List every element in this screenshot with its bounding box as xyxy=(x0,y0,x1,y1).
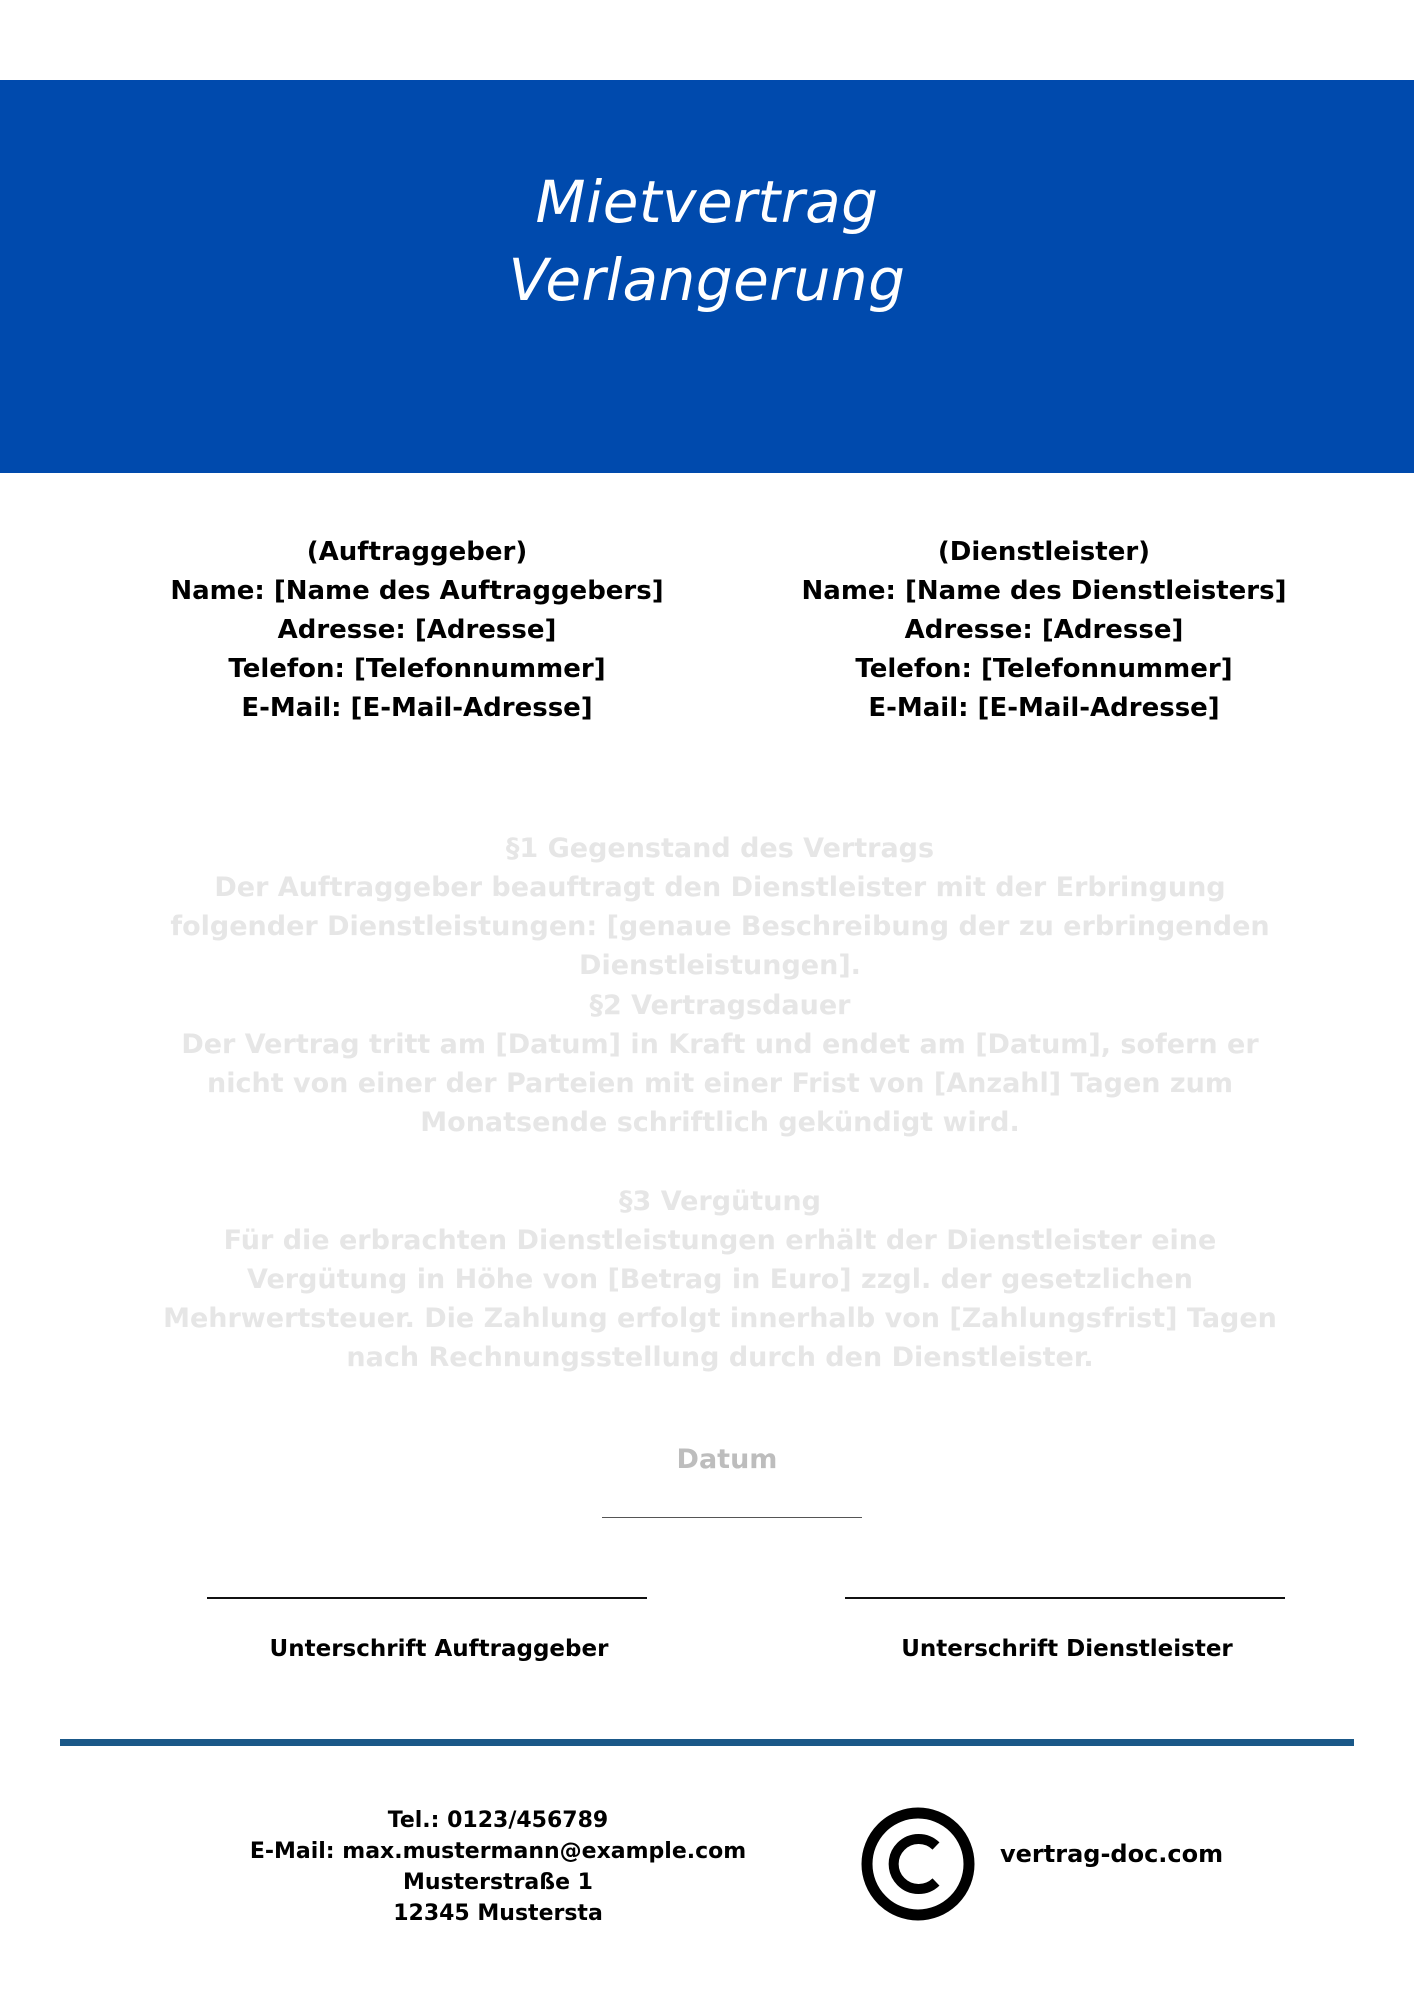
date-label: Datum xyxy=(676,1444,778,1475)
signature-line-provider xyxy=(845,1597,1285,1599)
footer-city: 12345 Mustersta xyxy=(393,1901,603,1926)
party-provider-block xyxy=(724,533,1364,728)
footer-divider xyxy=(60,1739,1354,1746)
section-compensation xyxy=(140,1182,1300,1377)
party-provider-email: E-Mail: [E-Mail-Adresse] xyxy=(868,693,1220,723)
signature-label-provider: Unterschrift Dienstleister xyxy=(901,1636,1233,1662)
party-provider-phone: Telefon: [Telefonnummer] xyxy=(855,654,1233,684)
party-client-name: Name: [Name des Auftraggebers] xyxy=(170,576,664,606)
party-provider-role: (Dienstleister) xyxy=(937,537,1151,567)
party-client-email: E-Mail: [E-Mail-Adresse] xyxy=(241,693,593,723)
party-client-block xyxy=(97,533,737,728)
section-heading: §1 Gegenstand des Vertrags xyxy=(505,833,935,864)
party-client-address: Adresse: [Adresse] xyxy=(277,615,557,645)
section-subject xyxy=(140,829,1300,985)
party-provider-name: Name: [Name des Dienstleisters] xyxy=(801,576,1287,606)
footer-email: E-Mail: max.mustermann@example.com xyxy=(249,1839,747,1864)
date-line xyxy=(602,1517,862,1518)
signature-label-client: Unterschrift Auftraggeber xyxy=(269,1636,609,1662)
footer-street: Musterstraße 1 xyxy=(403,1870,593,1895)
section-heading: §2 Vertragsdauer xyxy=(589,990,851,1021)
document-title-line-2: Verlangerung xyxy=(508,246,906,314)
footer-phone: Tel.: 0123/456789 xyxy=(387,1808,609,1833)
section-body: Für die erbrachten Dienstleistungen erhält der Dienstleister eine Vergütung in Höhe von [Betrag in Euro] zzgl. der gesetzlichen Mehrwertsteuer. Die Zahlung erfolgt innerhalb von [Zahlungsfrist] Tagen nach Rechnungsstellung durch den Dienstleister. xyxy=(163,1225,1277,1373)
section-duration xyxy=(140,986,1300,1142)
document-title-line-1: Mietvertrag xyxy=(535,168,879,236)
party-provider-address: Adresse: [Adresse] xyxy=(904,615,1184,645)
party-client-phone: Telefon: [Telefonnummer] xyxy=(228,654,606,684)
section-body: Der Vertrag tritt am [Datum] in Kraft und endet am [Datum], sofern er nicht von einer der Parteien mit einer Frist von [Anzahl] Tagen zum Monatsende schriftlich gekündigt wird. xyxy=(181,1029,1259,1138)
party-client-role: (Auftraggeber) xyxy=(306,537,528,567)
footer-website: vertrag-doc.com xyxy=(1000,1840,1224,1868)
section-heading: §3 Vergütung xyxy=(619,1186,821,1217)
footer-contact xyxy=(198,1805,798,1929)
section-body: Der Auftraggeber beauftragt den Dienstleister mit der Erbringung folgender Dienstleistungen: [genaue Beschreibung der zu erbringenden Dienstleistungen]. xyxy=(170,872,1270,981)
copyright-icon xyxy=(860,1806,976,1922)
signature-line-client xyxy=(207,1597,647,1599)
